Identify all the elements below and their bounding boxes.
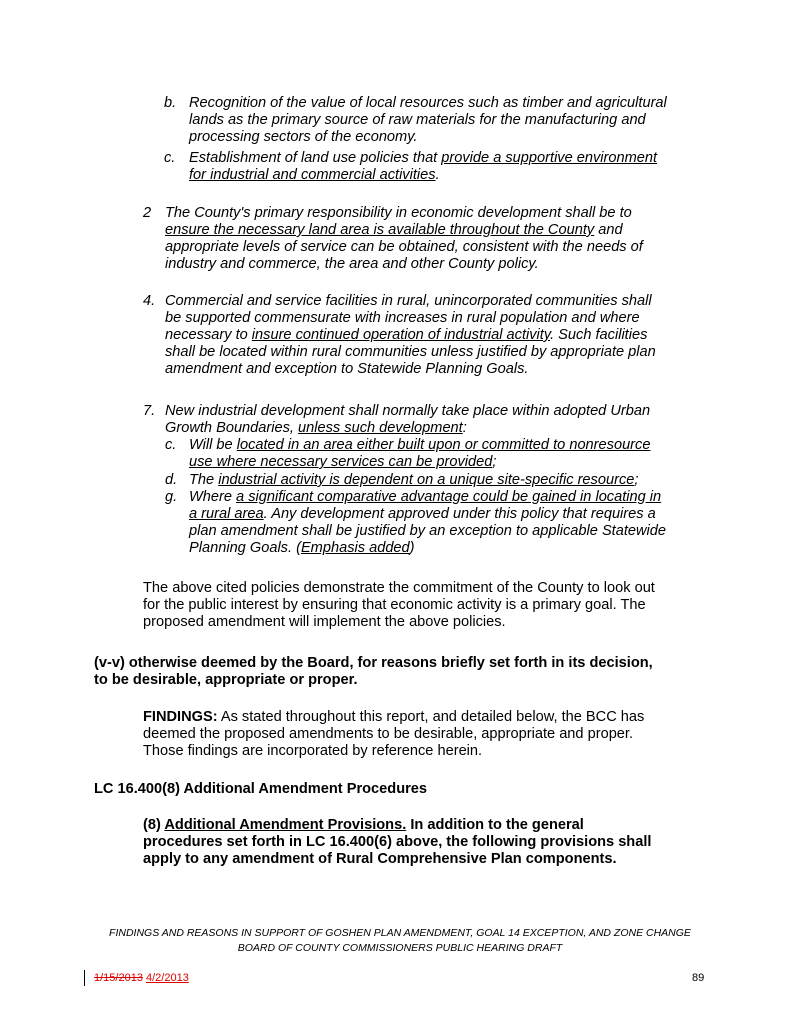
lc-heading: LC 16.400(8) Additional Amendment Procedures: [94, 781, 428, 797]
policy-2-label: 2: [143, 205, 152, 221]
policy-7g-line3: plan amendment shall be justified by an exception to applicable Statewide: [189, 523, 667, 539]
policy-7d-underline: industrial activity is dependent on a unique site-specific resource: [218, 472, 635, 488]
policy-7c-underline1: located in an area either built upon or committed to nonresource: [236, 437, 651, 453]
revision-bar: [84, 970, 85, 986]
policy-7-label: 7.: [143, 403, 156, 419]
sub-item-b: [189, 95, 749, 146]
policy-2-line3: appropriate levels of service can be obtained, consistent with the needs of: [165, 239, 643, 255]
page-number: 89: [692, 972, 705, 984]
policy-4-line4: shall be located within rural communities unless justified by appropriate plan: [165, 344, 656, 360]
findings-line1: As stated throughout this report, and detailed below, the BCC has: [217, 709, 645, 725]
sub-item-b-label: b.: [164, 95, 177, 111]
provision-line2: procedures set forth in LC 16.400(6) above, the following provisions shall: [143, 834, 652, 850]
provision-paragraph: [143, 817, 743, 868]
policy-2-line4: industry and commerce, the area and other County policy.: [165, 256, 539, 272]
policy-4: [165, 293, 745, 378]
policy-7d: [189, 472, 749, 489]
policy-4-line5: amendment and exception to Statewide Planning Goals.: [165, 361, 529, 377]
policy-4-line3-tail: . Such facilities: [550, 327, 648, 343]
policy-7-line2-head: Growth Boundaries,: [165, 420, 299, 436]
policy-7g-underline2: a rural area: [189, 506, 264, 522]
policy-7: [165, 403, 745, 437]
sub-item-c-label: c.: [164, 150, 176, 166]
policy-7g-underline1: a significant comparative advantage could be gained in locating in: [236, 489, 662, 505]
policy-7g-close-paren: ): [409, 540, 415, 556]
policy-7d-label: d.: [165, 472, 178, 488]
sub-item-b-line1: Recognition of the value of local resources such as timber and agricultural: [189, 95, 667, 111]
policy-7c-semicolon: ;: [492, 454, 497, 470]
policy-7g: [189, 489, 749, 557]
policy-7c-label: c.: [165, 437, 177, 453]
summary-line1: The above cited policies demonstrate the commitment of the County to look out: [143, 580, 655, 596]
policy-7-line1: New industrial development shall normally take place within adopted Urban: [165, 403, 651, 419]
policy-7g-line2-tail: . Any development approved under this policy that requires a: [263, 506, 656, 522]
policy-4-line2: be supported commensurate with increases in rural population and where: [165, 310, 640, 326]
sub-item-b-line3: processing sectors of the economy.: [189, 129, 418, 145]
footer-date-new: 4/2/2013: [146, 972, 189, 984]
findings-line2: deemed the proposed amendments to be desirable, appropriate and proper.: [143, 726, 634, 742]
provision-title: Additional Amendment Provisions.: [164, 817, 407, 833]
summary-line2: for the public interest by ensuring that economic activity is a primary goal. The: [143, 597, 646, 613]
policy-4-label: 4.: [143, 293, 156, 309]
policy-2-underline: ensure the necessary land area is available throughout the County: [165, 222, 595, 238]
summary-line3: proposed amendment will implement the above policies.: [143, 614, 506, 630]
sub-item-c-underline1: provide a supportive environment: [441, 150, 658, 166]
policy-7c: [189, 437, 749, 471]
footer-line1: FINDINGS AND REASONS IN SUPPORT OF GOSHEN PLAN AMENDMENT, GOAL 14 EXCEPTION, AND ZONE CHANGE: [109, 927, 691, 939]
policy-7g-label: g.: [165, 489, 178, 505]
policy-7g-emphasis: Emphasis added: [300, 540, 410, 556]
policy-4-underline: insure continued operation of industrial activity: [251, 327, 551, 343]
footer-line2: BOARD OF COUNTY COMMISSIONERS PUBLIC HEARING DRAFT: [237, 942, 563, 954]
sub-item-b-line2: lands as the primary source of raw materials for the manufacturing and: [189, 112, 646, 128]
footer-date-old: 1/15/2013: [94, 972, 143, 984]
policy-7c-head: Will be: [189, 437, 237, 453]
summary-paragraph: [143, 580, 743, 631]
sub-item-c-period: .: [435, 167, 440, 183]
vv-heading-line1: (v-v) otherwise deemed by the Board, for reasons briefly set forth in its decision,: [94, 655, 653, 671]
policy-2-line1: The County's primary responsibility in economic development shall be to: [165, 205, 632, 221]
policy-7g-line4-head: Planning Goals. (: [189, 540, 301, 556]
findings-paragraph: [143, 709, 743, 760]
policy-7-colon: :: [462, 420, 467, 436]
sub-item-c-text: Establishment of land use policies that: [189, 150, 442, 166]
findings-line3: Those findings are incorporated by reference herein.: [143, 743, 483, 759]
policy-2: [165, 205, 745, 273]
policy-2-line2-tail: and: [594, 222, 623, 238]
policy-4-line1: Commercial and service facilities in rural, unincorporated communities shall: [165, 293, 652, 309]
provision-number: (8): [143, 817, 165, 833]
provision-line1-tail: In addition to the general: [406, 817, 584, 833]
sub-item-c-underline2: for industrial and commercial activities: [189, 167, 436, 183]
provision-line3: apply to any amendment of Rural Comprehensive Plan components.: [143, 851, 617, 867]
sub-item-c: [189, 150, 749, 184]
vv-heading: [94, 655, 774, 689]
policy-7d-head: The: [189, 472, 219, 488]
footer-date: [94, 972, 189, 985]
policy-7c-underline2: use where necessary services can be provided: [189, 454, 493, 470]
policy-4-line3-head: necessary to: [165, 327, 252, 343]
policy-7g-head: Where: [189, 489, 237, 505]
findings-label: FINDINGS:: [143, 709, 218, 725]
policy-7-underline: unless such development: [298, 420, 463, 436]
policy-7d-semicolon: ;: [634, 472, 639, 488]
vv-heading-line2: to be desirable, appropriate or proper.: [94, 672, 358, 688]
